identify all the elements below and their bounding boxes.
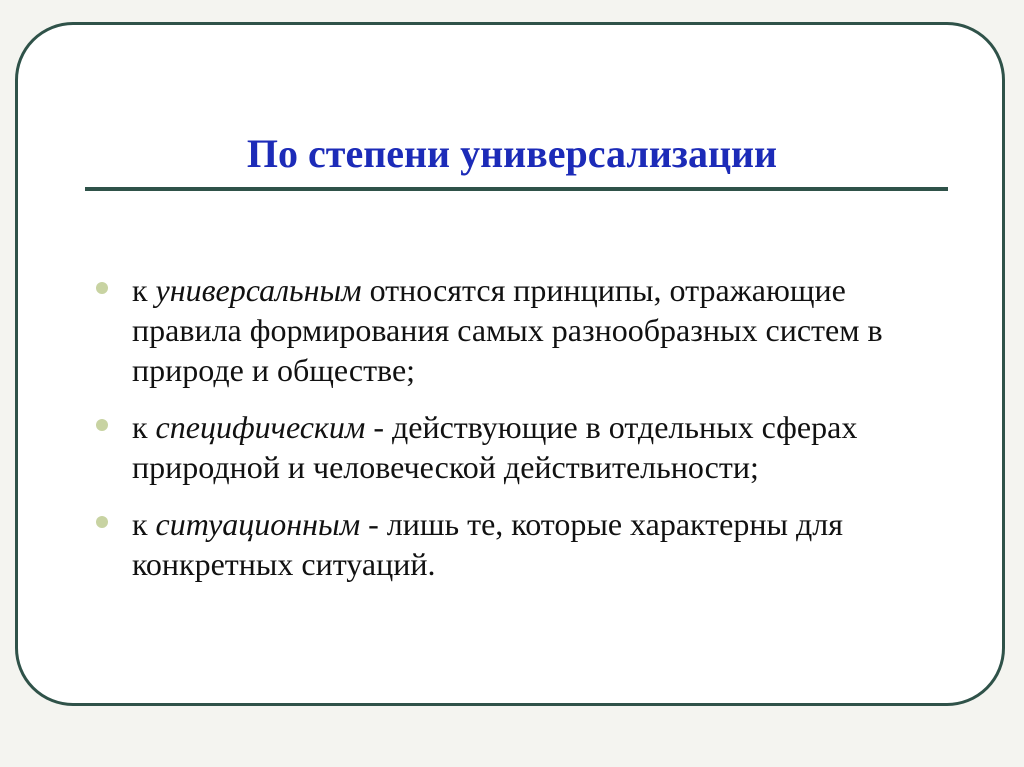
slide-title: По степени универсализации	[246, 131, 778, 176]
title-divider	[85, 187, 948, 191]
bullet-prefix: к	[132, 272, 156, 308]
bullet-text: - действующие в отдельных сферах природной и человеческой действительности;	[132, 409, 858, 485]
bullet-item-universal	[132, 270, 952, 390]
round-bullet-icon	[96, 282, 108, 294]
bullet-prefix: к	[132, 506, 156, 542]
bullet-term: универсальным	[155, 272, 362, 308]
bullet-item-situational	[132, 504, 952, 584]
bullet-item-specific	[132, 407, 952, 487]
bullet-text: относятся принципы, отражающие правила формирования самых разнообразных систем в природе и обществе;	[132, 272, 883, 388]
round-bullet-icon	[96, 516, 108, 528]
bullet-list	[0, 270, 1024, 584]
bullet-text: - лишь те, которые характерны для конкретных ситуаций.	[132, 506, 843, 582]
bullet-prefix: к	[132, 409, 156, 445]
bullet-term: ситуационным	[155, 506, 361, 542]
round-bullet-icon	[96, 419, 108, 431]
bullet-term: специфическим	[155, 409, 366, 445]
